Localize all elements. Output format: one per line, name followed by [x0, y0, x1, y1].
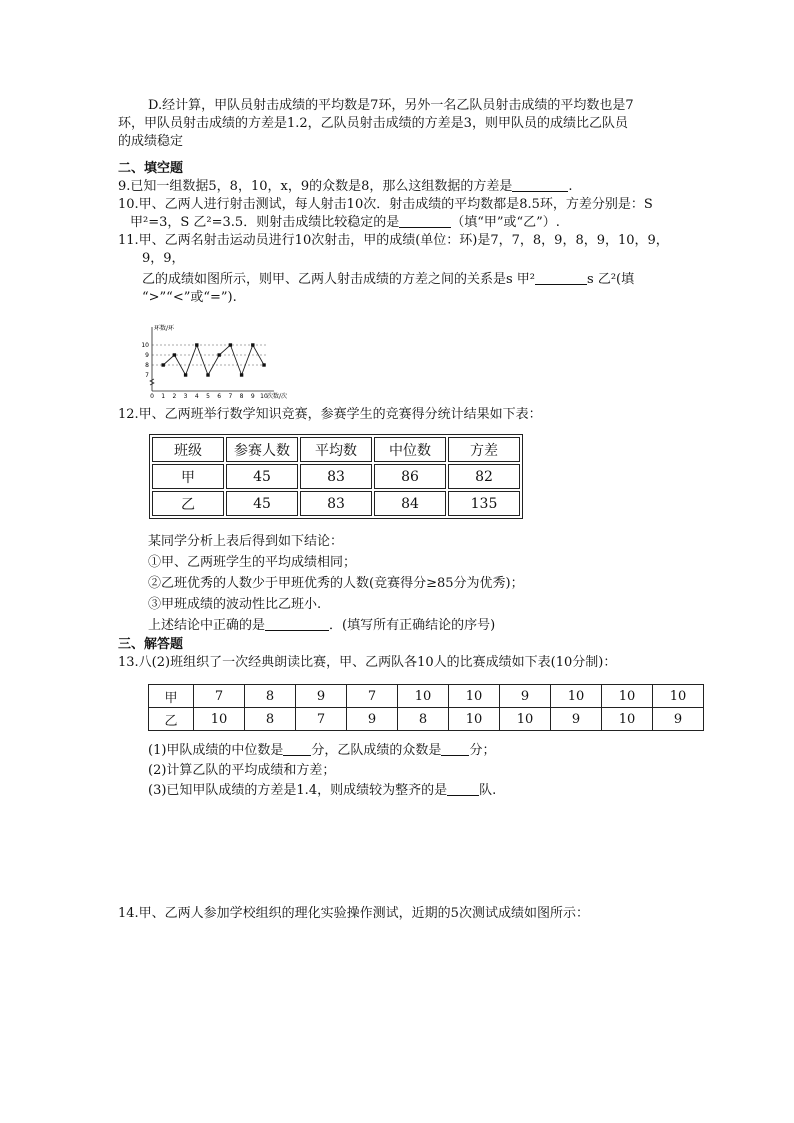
q12-conclusion-2: ②乙班优秀的人数少于甲班优秀的人数(竞赛得分≥85分为优秀)；: [148, 576, 524, 591]
q13-text: 13.八(2)班组织了一次经典朗读比赛，甲、乙两队各10人的比赛成绩如下表(10分制)：: [118, 655, 617, 670]
q12-conclusion-1: ①甲、乙两班学生的平均成绩相同；: [148, 555, 357, 570]
table-cell: 84: [374, 491, 446, 516]
table-cell: 86: [374, 464, 446, 489]
q13-score-table: [148, 684, 704, 731]
table-row: [149, 708, 704, 731]
q9-answer-blank[interactable]: [512, 178, 568, 192]
score-cell: 10: [602, 685, 653, 708]
section2-heading: 二、填空题: [118, 161, 184, 176]
x-tick-label: 3: [183, 393, 188, 400]
score-cell: 9: [347, 708, 398, 731]
q8-option-d: [118, 97, 706, 151]
q10-line2-pre: 甲²=3，S 乙²=3.5．则射击成绩比较稳定的是: [130, 215, 400, 230]
score-cell: 10: [653, 685, 704, 708]
table-cell: 甲: [152, 464, 224, 489]
q12-conclusion-3: ③甲班成绩的波动性比乙班小.: [148, 597, 322, 612]
q13-p3-b: 队.: [479, 783, 497, 798]
chart-grid: [152, 345, 268, 365]
score-cell: 10: [398, 685, 449, 708]
x-tick-label: 6: [217, 393, 222, 400]
score-cell: 10: [449, 685, 500, 708]
score-cell: 8: [398, 708, 449, 731]
q11-line3-post: s 乙²(填: [587, 272, 635, 287]
team-label-cell: 乙: [149, 708, 194, 731]
q11-line3-pre: 乙的成绩如图所示，则甲、乙两人射击成绩的方差之间的关系是s 甲²: [142, 272, 536, 287]
fill-in-section: [118, 160, 706, 307]
q11-line1: 11.甲、乙两名射击运动员进行10次射击，甲的成绩(单位：环)是7，7，8，9，8，9，10，9，: [118, 233, 669, 248]
data-point: [262, 363, 265, 366]
data-point: [229, 343, 232, 346]
x-tick-label: 10: [260, 393, 268, 400]
q12-analysis: 某同学分析上表后得到如下结论：: [148, 534, 344, 549]
x-tick-label: 2: [172, 393, 177, 400]
q13-p1-b: 分，乙队成绩的众数是: [311, 743, 442, 758]
q9: [118, 178, 706, 196]
chart-y-axis-label: 环数/环: [154, 325, 175, 332]
table-cell: 83: [300, 491, 372, 516]
y-tick-label: 7: [145, 372, 149, 379]
x-tick-label: 9: [250, 393, 255, 400]
q12-ask: [118, 615, 706, 636]
q10-line1: 10.甲、乙两人进行射击测试，每人射击10次．射击成绩的平均数都是8.5环，方差分别是：S: [118, 197, 653, 212]
chart-series: [162, 343, 266, 376]
q14: [118, 905, 706, 923]
score-cell: 9: [653, 708, 704, 731]
solve-section: [118, 636, 706, 672]
q12-text: 12.甲、乙两班举行数学知识竞赛，参赛学生的竞赛得分统计结果如下表：: [118, 407, 542, 422]
q12-score-table: [149, 434, 523, 519]
y-tick-label: 8: [145, 362, 149, 369]
q8d-line1: D.经计算，甲队员射击成绩的平均数是7环，另外一名乙队员射击成绩的平均数也是7: [148, 98, 634, 113]
q14-text: 14.甲、乙两人参加学校组织的理化实验操作测试，近期的5次测试成绩如图所示：: [118, 906, 589, 921]
q10-line2-post: （填“甲”或“乙”）.: [451, 215, 560, 230]
score-cell: 9: [500, 685, 551, 708]
table-cell: 45: [226, 491, 298, 516]
x-tick-label: 0: [150, 393, 154, 400]
data-point: [206, 373, 209, 376]
q13-parts: [118, 741, 706, 801]
q11-line4: “>”“<”或“=”).: [142, 290, 237, 305]
data-point: [195, 343, 198, 346]
q13-p3-a: (3)已知甲队成绩的方差是1.4，则成绩较为整齐的是: [148, 783, 448, 798]
data-point: [240, 373, 243, 376]
x-tick-label: 4: [194, 393, 199, 400]
data-point: [162, 363, 165, 366]
score-cell: 9: [551, 708, 602, 731]
table-cell: 45: [226, 464, 298, 489]
table-cell: 乙: [152, 491, 224, 516]
table-cell: 82: [448, 464, 520, 489]
q13-part2: (2)计算乙队的平均成绩和方差；: [148, 763, 336, 778]
q10-line2: [118, 214, 706, 232]
chart-x-axis-label: 次数/次: [267, 393, 288, 400]
table-row: [152, 464, 520, 489]
chart-axes: [150, 327, 274, 391]
x-tick-label: 5: [206, 393, 210, 400]
table-row: [152, 491, 520, 516]
q13-part1: [118, 741, 706, 761]
y-tick-label: 10: [141, 342, 149, 349]
score-cell: 10: [194, 708, 245, 731]
q13-mode-blank[interactable]: [441, 742, 469, 756]
score-cell: 10: [500, 708, 551, 731]
score-cell: 7: [347, 685, 398, 708]
team-label-cell: 甲: [149, 685, 194, 708]
data-point: [173, 353, 176, 356]
table-header-cell: 平均数: [300, 437, 372, 462]
table-header-cell: 方差: [448, 437, 520, 462]
q11-line-chart: [141, 322, 296, 400]
table-header-cell: 中位数: [374, 437, 446, 462]
table-header-row: [152, 437, 520, 462]
x-tick-label: 8: [239, 393, 244, 400]
q11-answer-blank[interactable]: [535, 271, 587, 285]
score-cell: 10: [449, 708, 500, 731]
data-point: [218, 353, 221, 356]
q12-conclusions: [118, 531, 706, 636]
q8d-line3: 的成绩稳定: [118, 134, 184, 149]
table-header-cell: 参赛人数: [226, 437, 298, 462]
q13-median-blank[interactable]: [283, 742, 311, 756]
section3-heading: 三、解答题: [118, 637, 184, 652]
table-cell: 135: [448, 491, 520, 516]
q8d-line2: 环，甲队员射击成绩的方差是1.2，乙队员射击成绩的方差是3，则甲队员的成绩比乙队员: [118, 116, 628, 131]
q13-team-blank[interactable]: [447, 782, 479, 796]
table-row: [149, 685, 704, 708]
q13-part3: [118, 781, 706, 801]
table-header-cell: 班级: [152, 437, 224, 462]
score-cell: 10: [602, 708, 653, 731]
q12-intro: [118, 406, 706, 424]
data-point: [251, 343, 254, 346]
score-cell: 8: [245, 685, 296, 708]
x-tick-label: 1: [161, 393, 166, 400]
score-cell: 10: [551, 685, 602, 708]
q11-line2: 9，9，: [142, 251, 185, 266]
q13-p1-a: (1)甲队成绩的中位数是: [148, 743, 284, 758]
q9-text: 9.已知一组数据5，8，10，x，9的众数是8，那么这组数据的方差是: [118, 179, 513, 194]
x-tick-label: 7: [228, 393, 233, 400]
score-cell: 9: [296, 685, 347, 708]
table-cell: 83: [300, 464, 372, 489]
data-point: [184, 373, 187, 376]
q12-answer-blank[interactable]: [265, 617, 329, 631]
series-line: [163, 345, 264, 375]
q13-p1-c: 分；: [469, 743, 496, 758]
score-cell: 8: [245, 708, 296, 731]
q9-end: .: [568, 179, 573, 194]
q10-answer-blank[interactable]: [399, 214, 451, 228]
score-cell: 7: [194, 685, 245, 708]
axis-break: [150, 379, 154, 385]
y-tick-label: 9: [145, 352, 149, 359]
q12-ask-post: ．(填写所有正确结论的序号): [329, 618, 496, 633]
score-cell: 7: [296, 708, 347, 731]
q11-line3: [118, 271, 706, 289]
q12-ask-pre: 上述结论中正确的是: [148, 618, 266, 633]
